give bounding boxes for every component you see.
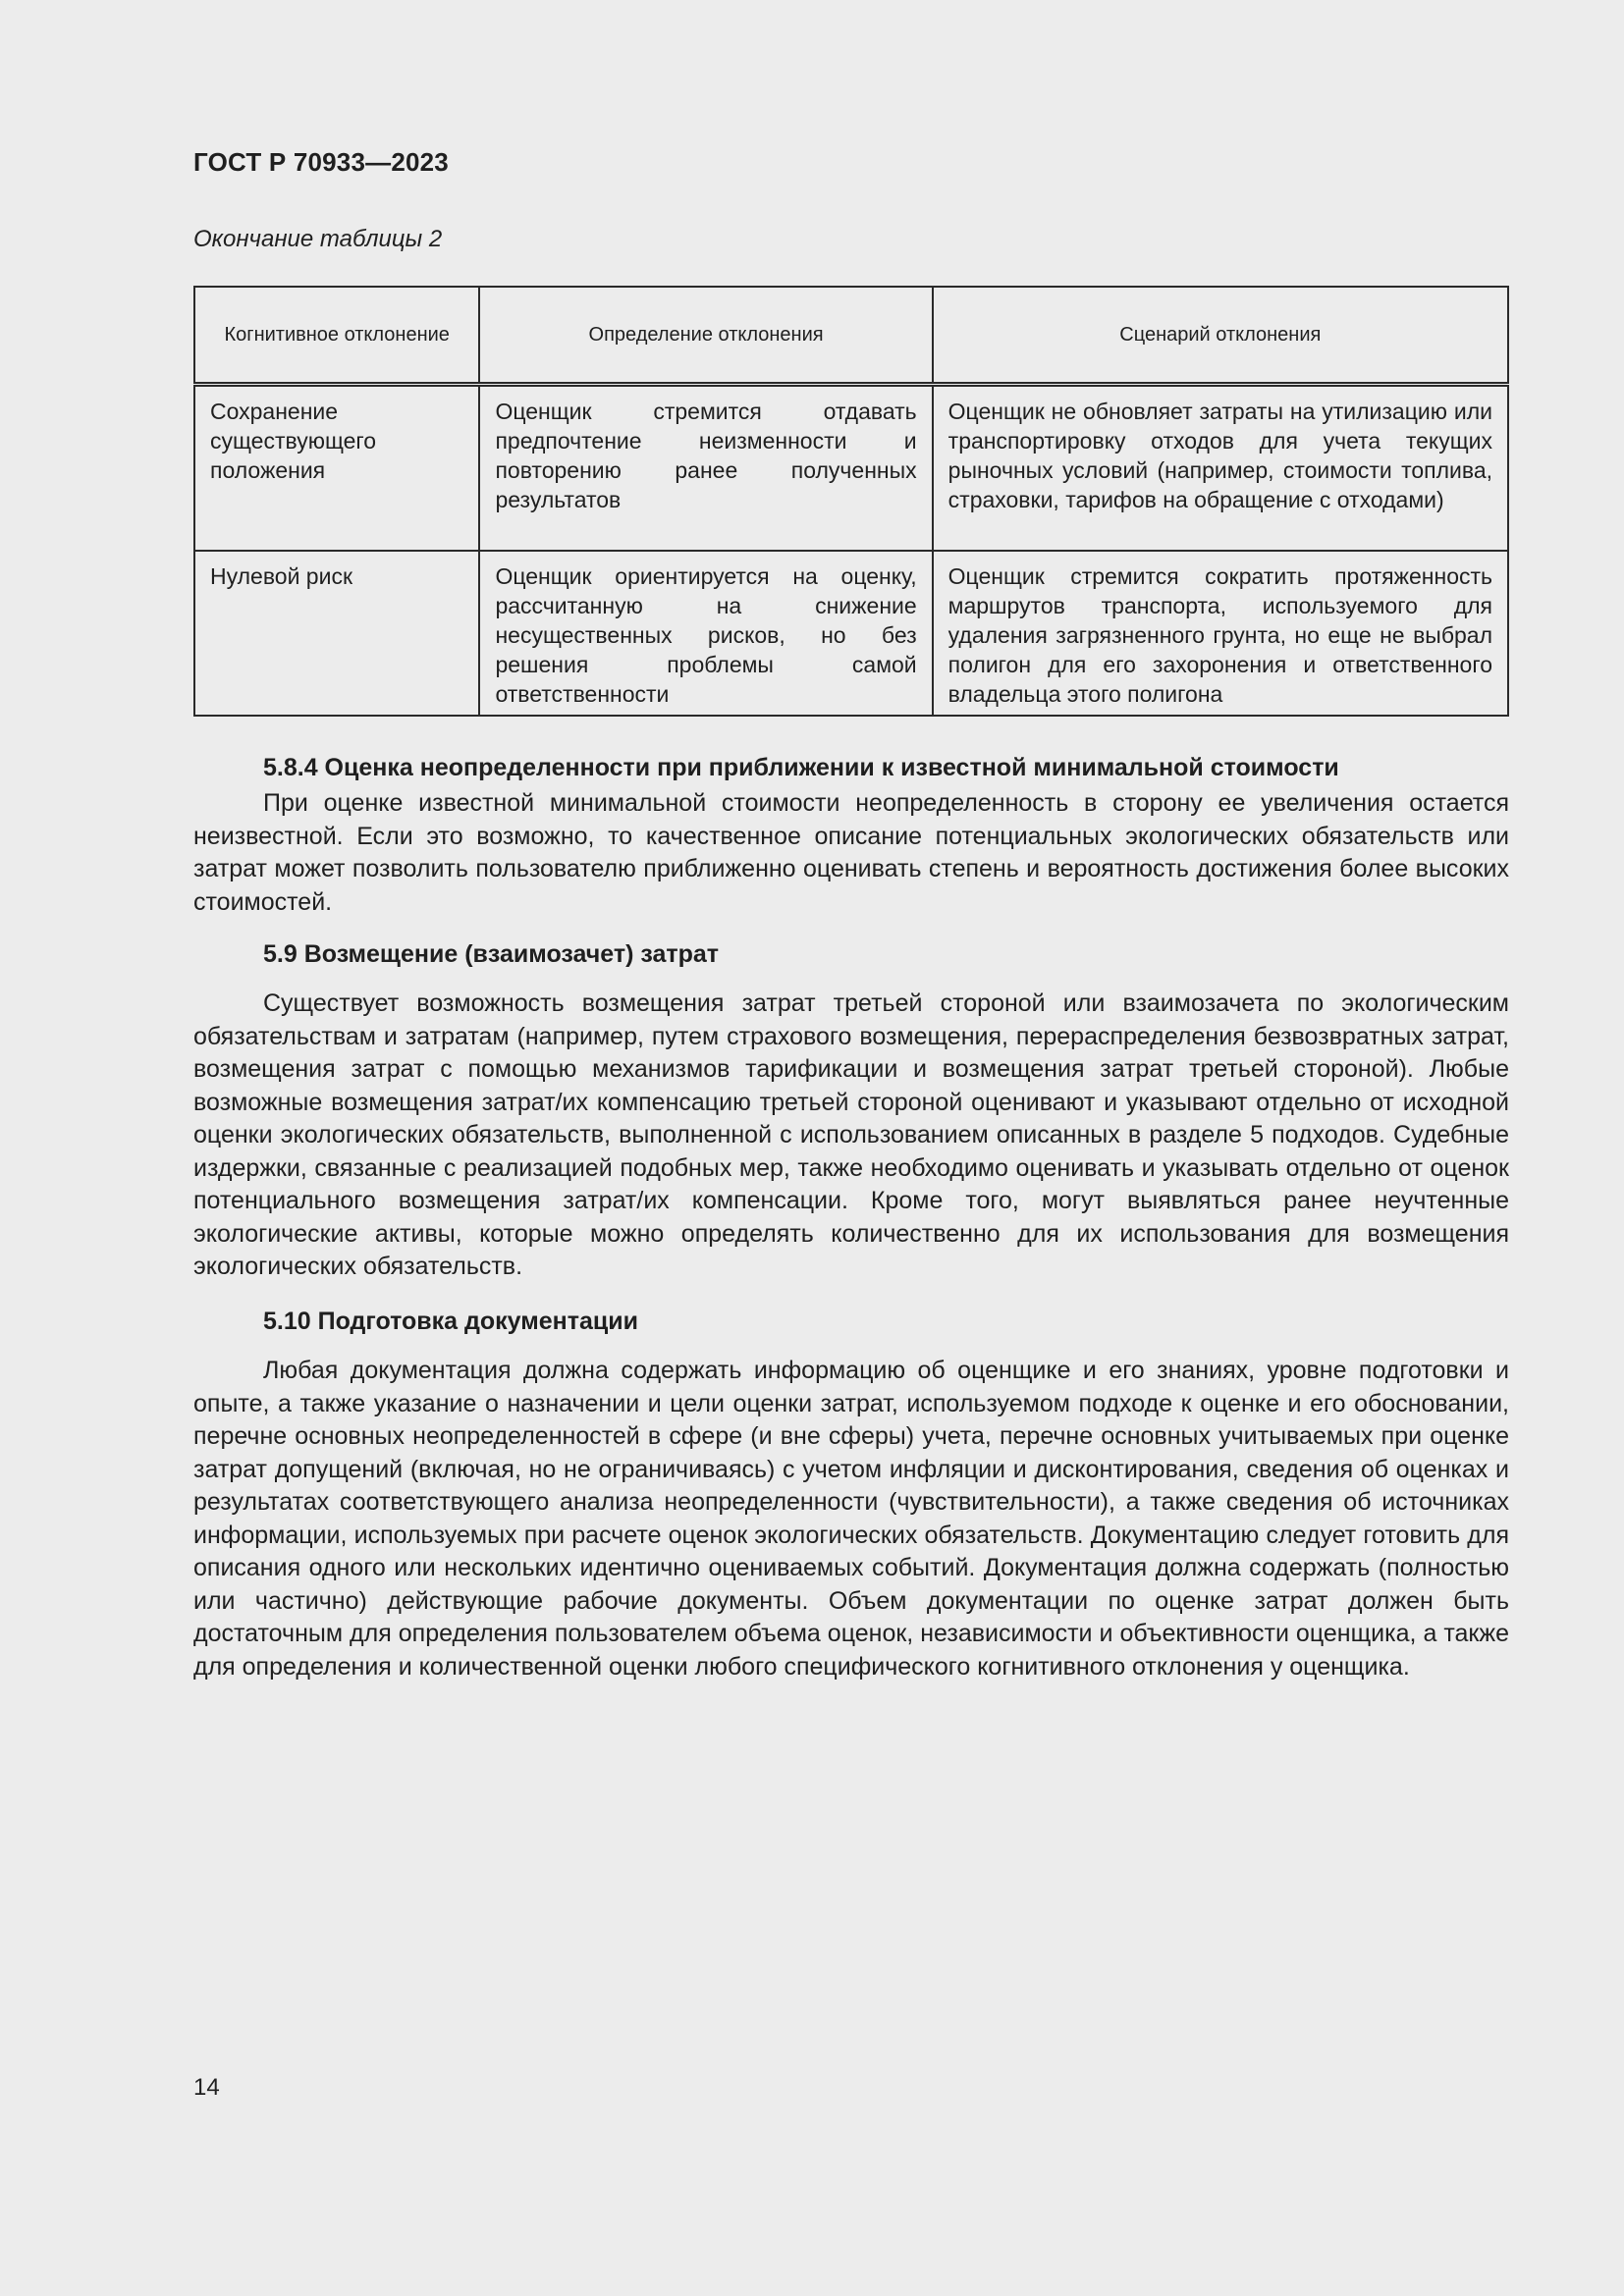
cognitive-bias-table xyxy=(193,286,1509,717)
table-header-row xyxy=(194,287,1508,385)
table-cell-definition: Оценщик стремится отдавать предпочтение неизменности и повторению ранее полученных результатов xyxy=(479,385,932,551)
section-heading-5-10: 5.10 Подготовка документации xyxy=(263,1308,639,1335)
table-cell-scenario: Оценщик стремится сократить протяженность маршрутов транспорта, используемого для удаления загрязненного грунта, но еще не выбрал полигон для его захоронения и ответственного владельца этого полигона xyxy=(933,551,1508,716)
table-cell-scenario: Оценщик не обновляет затраты на утилизацию или транспортировку отходов для учета текущих рыночных условий (например, стоимости топлива, страховки, тарифов на обращение с отходами) xyxy=(933,385,1508,551)
column-header-bias: Когнитивное отклонение xyxy=(194,287,479,385)
paragraph: Любая документация должна содержать информацию об оценщике и его знаниях, уровне подготовки и опыте, а также указание о назначении и цели оценки затрат, используемом подходе к оценке и его обосновании, перечне основных неопределенностей в сфере (и вне сферы) учета, перечне основных учитываемых при оценке затрат допущений (включая, но не ограничиваясь) с учетом инфляции и дисконтирования, сведения об оценках и результатах соответствующего анализа неопределенности (чувствительности), а также сведения об источниках информации, используемых при расчете оценок экологических обязательств. Документацию следует готовить для описания одного или нескольких идентично оцениваемых событий. Документация должна содержать (полностью или частично) действующие рабочие документы. Объем документации по оценке затрат должен быть достаточным для определения пользователем объема оценок, независимости и объективности оценщика, а также для определения и количественной оценки любого специфического когнитивного отклонения у оценщика. xyxy=(193,1357,1509,1681)
paragraph: При оценке известной минимальной стоимости неопределенность в сторону ее увеличения остается неизвестной. Если это возможно, то качественное описание потенциальных экологических обязательств или затрат может позволить пользователю приближенно оценивать степень и вероятность достижения более высоких стоимостей. xyxy=(193,789,1509,916)
column-header-scenario: Сценарий отклонения xyxy=(933,287,1508,385)
paragraph: Существует возможность возмещения затрат третьей стороной или взаимозачета по экологическим обязательствам и затратам (например, путем страхового возмещения, перераспределения безвозвратных затрат, возмещения затрат с помощью механизмов тарификации и возмещения затрат третьей стороной). Любые возможные возмещения затрат/их компенсацию третьей стороной оценивают и указывают отдельно от исходной оценки экологических обязательств, выполненной с использованием описанных в разделе 5 подходов. Судебные издержки, связанные с реализацией подобных мер, также необходимо оценивать и указывать отдельно от оценок потенциального возмещения затрат/их компенсации. Кроме того, могут выявляться ранее неучтенные экологические активы, которые можно определять количественно для их использования для возмещения экологических обязательств. xyxy=(193,989,1509,1280)
table-caption: Окончание таблицы 2 xyxy=(193,226,443,252)
page-number: 14 xyxy=(193,2074,220,2101)
section-heading-5-8-4: 5.8.4 Оценка неопределенности при приближении к известной минимальной стоимости xyxy=(263,754,1339,781)
table-row xyxy=(194,385,1508,551)
document-code: ГОСТ Р 70933—2023 xyxy=(193,147,449,177)
table-row xyxy=(194,551,1508,716)
section-body-5-9 xyxy=(193,988,1509,1284)
column-header-definition: Определение отклонения xyxy=(479,287,932,385)
section-heading-5-9: 5.9 Возмещение (взаимозачет) затрат xyxy=(263,940,720,968)
section-body-5-10 xyxy=(193,1355,1509,1683)
section-body-5-8-4 xyxy=(193,787,1509,919)
table-cell-definition: Оценщик ориентируется на оценку, рассчитанную на снижение несущественных рисков, но без решения проблемы самой ответственности xyxy=(479,551,932,716)
table-cell-bias: Сохранение существующего положения xyxy=(194,385,479,551)
table-cell-bias: Нулевой риск xyxy=(194,551,479,716)
